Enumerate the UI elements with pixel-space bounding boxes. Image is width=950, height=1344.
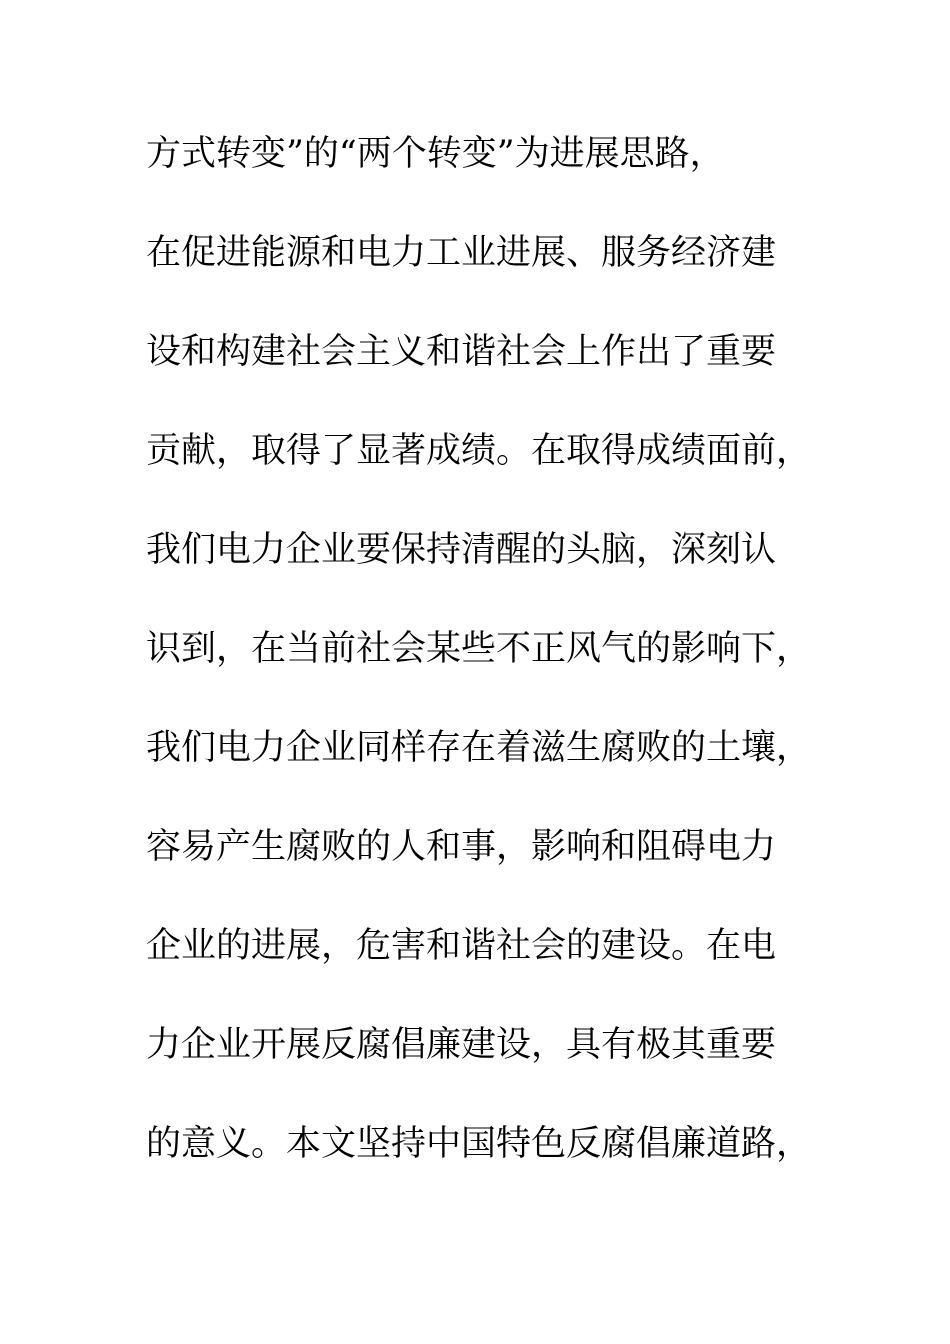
text-line: 在促进能源和电力工业进展、服务经济建 (146, 233, 777, 273)
text-line: 容易产生腐败的人和事，影响和阻碍电力 (146, 827, 777, 867)
text-line: 识到，在当前社会某些不正风气的影响下， (146, 629, 812, 669)
text-line: 贡献，取得了显著成绩。在取得成绩面前， (146, 431, 812, 471)
text-line: 设和构建社会主义和谐社会上作出了重要 (146, 332, 777, 372)
text-line: 力企业开展反腐倡廉建设，具有极其重要 (146, 1025, 777, 1065)
text-line: 我们电力企业同样存在着滋生腐败的土壤， (146, 728, 812, 768)
text-line: 企业的进展，危害和谐社会的建设。在电 (146, 926, 777, 966)
text-line: 我们电力企业要保持清醒的头脑，深刻认 (146, 530, 777, 570)
text-line: 的意义。本文坚持中国特色反腐倡廉道路， (146, 1124, 812, 1164)
text-line: 方式转变”的“两个转变”为进展思路， (146, 134, 725, 174)
body-paragraph (146, 124, 812, 1213)
